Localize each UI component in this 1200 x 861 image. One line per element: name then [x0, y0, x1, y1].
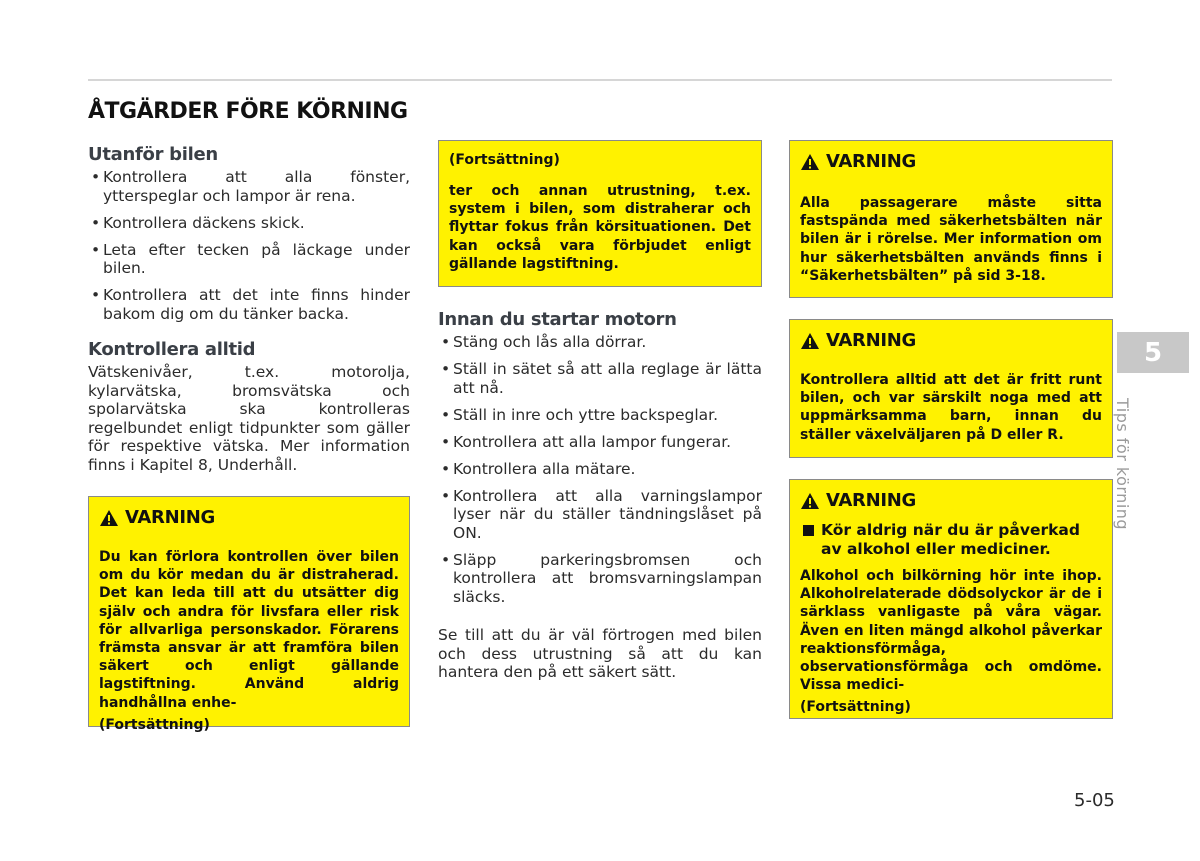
warning-text: Alla passagerare måste sitta fastspända med säkerhetsbälten när bilen är i rörelse. Mer information om hur säkerhetsbälten används finns i “Säkerhetsbälten” på sid 3-18.	[800, 195, 1102, 284]
warning-title: VARNING	[826, 151, 917, 172]
warning-text: Alkohol och bilkörning hör inte ihop. Alkoholrelaterade dödsolyckor är de i särklass vanligaste på våra vägar. Även en liten mängd alkohol påverkar reaktionsförmåga, observationsförmåga och omdöme. Vissa medici-	[800, 568, 1102, 694]
list-item: • Kontrollera att alla varningslampor lyser när du ställer tändningslåset på ON.	[438, 487, 762, 543]
warning-header	[800, 151, 1102, 172]
warning-bullet-text: Kör aldrig när du är påverkad av alkohol eller mediciner.	[821, 521, 1080, 558]
chapter-name: Tips för körning	[1113, 398, 1132, 531]
warning-box-surroundings	[789, 319, 1113, 458]
warning-box-distraction	[88, 496, 410, 733]
continued-label: (Fortsättning)	[449, 152, 560, 168]
subheading-before-start: Innan du startar motorn	[438, 309, 677, 330]
warning-header	[800, 330, 1102, 351]
warning-bullet	[800, 521, 1102, 559]
warning-triangle-icon	[800, 332, 820, 350]
chapter-tab: 5	[1117, 332, 1189, 373]
warning-title: VARNING	[125, 507, 216, 528]
page-number: 5-05	[1074, 790, 1115, 811]
continued-warning-box	[438, 140, 762, 287]
continued-label: (Fortsättning)	[99, 716, 210, 733]
list-item: • Kontrollera att alla lampor fungerar.	[438, 433, 762, 452]
continued-label: (Fortsättning)	[800, 699, 911, 716]
warning-triangle-icon	[800, 153, 820, 171]
subheading-always-check: Kontrollera alltid	[88, 339, 256, 360]
always-check-text: Vätskenivåer, t.ex. motorolja, kylarvätska, bromsvätska och spolarvätska ska kontrolleras regelbundet enligt tidpunkter som gäller för respektive vätska. Mer information finns i Kapitel 8, Underhåll.	[88, 363, 410, 474]
warning-header	[800, 490, 1102, 511]
subheading-outside: Utanför bilen	[88, 144, 218, 165]
warning-box-alcohol	[789, 479, 1113, 719]
list-item: • Ställ in sätet så att alla reglage är lätta att nå.	[438, 360, 762, 397]
section-title: ÅTGÄRDER FÖRE KÖRNING	[88, 99, 408, 124]
warning-triangle-icon	[800, 492, 820, 510]
column-3	[789, 140, 1113, 719]
list-item: • Stäng och lås alla dörrar.	[438, 333, 762, 352]
column-2	[438, 140, 762, 682]
warning-text: Kontrollera alltid att det är fritt runt bilen, och var särskilt noga med att uppmärksamma barn, innan du ställer växelväljaren på D eller R.	[800, 372, 1102, 443]
closing-text: Se till att du är väl förtrogen med bilen och dess utrustning så att du kan hantera den på ett säkert sätt.	[438, 626, 762, 681]
list-item: • Leta efter tecken på läckage under bilen.	[88, 241, 410, 278]
warning-text: Du kan förlora kontrollen över bilen om du kör medan du är distraherad. Det kan leda till att du utsätter dig själv och andra för livsfara eller risk för allvarliga personskador. Förarens främsta ansvar är att framföra bilen säkert och enligt gällande lagstiftning. Använd aldrig handhållna enhe-	[99, 549, 399, 711]
chapter-name-vertical	[1113, 398, 1153, 543]
start-checklist	[438, 333, 762, 606]
warning-text: ter och annan utrustning, t.ex. system i bilen, som distraherar och flyttar fokus från körsituationen. Det kan också vara förbjudet enligt gällande lagstiftning.	[449, 183, 751, 272]
warning-box-seatbelts	[789, 140, 1113, 298]
top-divider	[88, 79, 1112, 81]
list-item: • Kontrollera att det inte finns hinder bakom dig om du tänker backa.	[88, 286, 410, 323]
square-bullet-icon	[803, 525, 814, 536]
warning-title: VARNING	[826, 490, 917, 511]
list-item: • Kontrollera att alla fönster, ytterspeglar och lampor är rena.	[88, 168, 410, 205]
list-item: • Kontrollera alla mätare.	[438, 460, 762, 479]
outside-checklist	[88, 168, 410, 323]
list-item: • Ställ in inre och yttre backspeglar.	[438, 406, 762, 425]
warning-title: VARNING	[826, 330, 917, 351]
list-item: • Kontrollera däckens skick.	[88, 214, 410, 233]
warning-triangle-icon	[99, 509, 119, 527]
warning-header	[99, 507, 399, 528]
column-1	[88, 144, 410, 733]
list-item: • Släpp parkeringsbromsen och kontrollera att bromsvarningslampan släcks.	[438, 551, 762, 607]
